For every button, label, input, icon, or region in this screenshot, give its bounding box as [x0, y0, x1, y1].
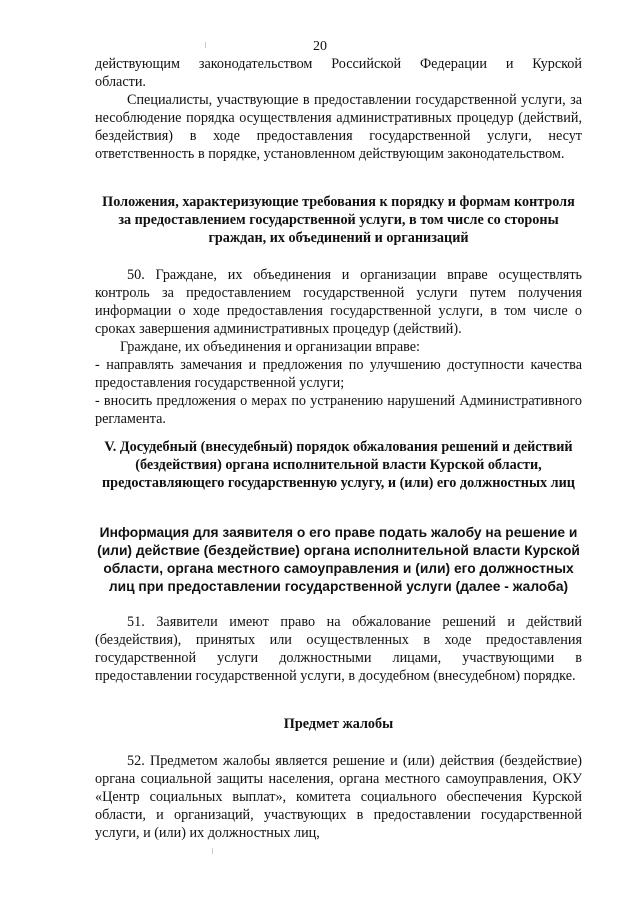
page-number: 20 [313, 39, 327, 54]
paragraph-52-block [95, 752, 582, 842]
complaint-subject-heading: Предмет жалобы [283, 716, 394, 732]
paragraph-50-rights-intro: Граждане, их объединения и организации вправе: [120, 339, 420, 355]
section-v-heading: V. Досудебный (внесудебный) порядок обжалования решений и действий (бездействия) органа исполнительной власти Курской области, предоставляющего государственную услугу, и (или) его должностных лиц [102, 439, 575, 491]
paragraph-51: 51. Заявители имеют право на обжалование решений и действий (бездействия), принятых или осуществленных в ходе предоставления государственной услуги должностными лицами, участвующими в предоставлении государственной услуги, в досудебном (внесудебном) порядке. [95, 614, 582, 684]
continuation-line-1: действующим законодательством Российской Федерации и Курской [95, 56, 582, 72]
section-v-heading-block [95, 438, 582, 492]
subject-heading-block [95, 715, 582, 733]
complaint-info-heading: Информация для заявителя о его праве подать жалобу на решение и (или) действие (бездействие) органа исполнительной власти Курской области, органа местного самоуправления и (или) его должностных лиц при предоставлении государственной услуги (далее - жалоба) [97, 525, 580, 594]
specialists-paragraph: Специалисты, участвующие в предоставлении государственной услуги, за несоблюдение порядка осуществления административных процедур (действий, бездействия) в ходе предоставления государственной услуги, несут ответственность в порядке, установленном действующим законодательством. [95, 92, 582, 162]
info-heading-block [95, 524, 582, 596]
scan-mark [205, 42, 206, 48]
paragraph-50-item-2: - вносить предложения о мерах по устранению нарушений Административного регламента. [95, 393, 582, 427]
paragraph-50-item-1: - направлять замечания и предложения по улучшению доступности качества предоставления государственной услуги; [95, 357, 582, 391]
paragraph-52: 52. Предметом жалобы является решение и (или) действия (бездействие) органа социальной защиты населения, органа местного самоуправления, ОКУ «Центр социальных выплат», комитета социального обеспечения Курской области, и организаций, участвующих в предоставлении государственной услуги, и (или) их должностных лиц, [95, 753, 582, 841]
control-heading-block [95, 193, 582, 247]
specialists-paragraph-block [95, 91, 582, 163]
paragraph-50: 50. Граждане, их объединения и организации вправе осуществлять контроль за предоставлением государственной услуги путем получения информации о ходе предоставления государственной услуги, в том числе о сроках завершения административных процедур (действий). [95, 267, 582, 337]
scan-mark [212, 848, 213, 854]
continuation-line-2: области. [95, 74, 146, 90]
control-heading: Положения, характеризующие требования к порядку и формам контроля за предоставлением государственной услуги, в том числе со стороны граждан, их объединений и организаций [102, 194, 575, 246]
paragraph-51-block [95, 613, 582, 685]
paragraph-50-block [95, 266, 582, 428]
continuation-paragraph [95, 55, 582, 91]
